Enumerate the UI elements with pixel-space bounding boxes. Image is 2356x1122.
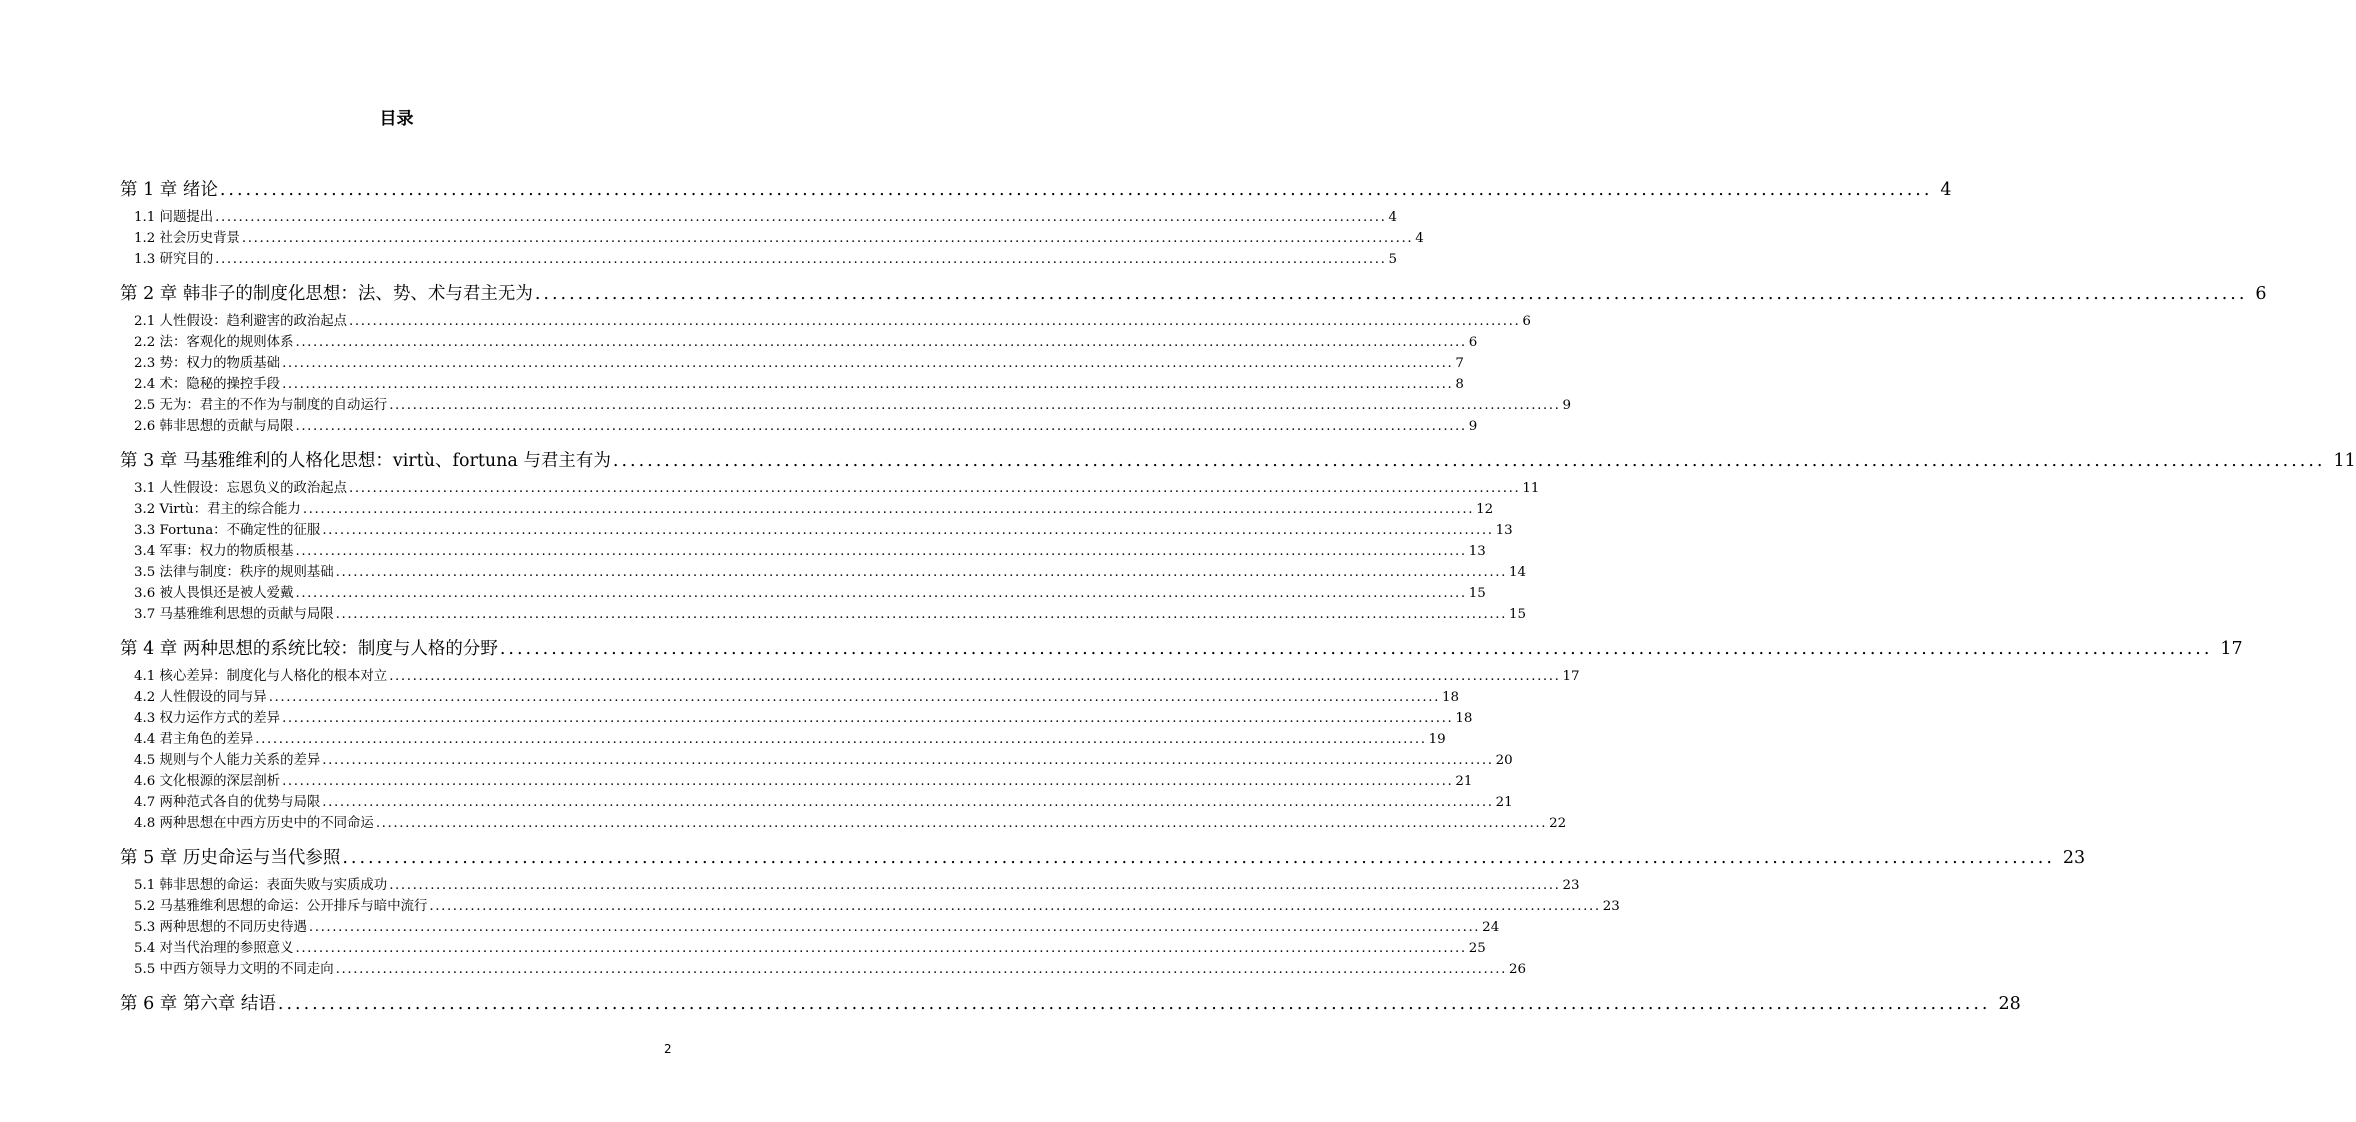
- toc-chapter-page: 28: [1998, 994, 2021, 1014]
- toc-section-label: 5.4 对当代治理的参照意义: [134, 941, 294, 956]
- toc-chapter[interactable]: [120, 451, 2356, 472]
- toc-chapter-label: 第 5 章 历史命运与当代参照: [120, 848, 341, 868]
- toc-section-label: 4.8 两种思想在中西方历史中的不同命运: [134, 816, 374, 831]
- toc-section-page: 6: [1468, 335, 1478, 350]
- dot-leader: [336, 604, 1507, 625]
- toc-section-label: 4.5 规则与个人能力关系的差异: [134, 753, 321, 768]
- toc-chapter-page: 11: [2333, 451, 2356, 471]
- toc-section[interactable]: [120, 917, 1500, 938]
- dot-leader: [282, 708, 1453, 729]
- toc-section-label: 4.2 人性假设的同与异: [134, 690, 267, 705]
- toc-section-label: 1.3 研究目的: [134, 252, 214, 267]
- toc-section-label: 2.2 法：客观化的规则体系: [134, 335, 294, 350]
- toc-section-label: 1.2 社会历史背景: [134, 231, 240, 246]
- toc-section-label: 5.5 中西方领导力文明的不同走向: [134, 962, 334, 977]
- dot-leader: [242, 228, 1413, 249]
- toc-section-page: 11: [1522, 481, 1540, 496]
- dot-leader: [309, 917, 1480, 938]
- toc-section[interactable]: [120, 583, 1486, 604]
- toc-section[interactable]: [120, 395, 1572, 416]
- toc-chapter[interactable]: [120, 284, 2267, 305]
- toc-section[interactable]: [120, 959, 1526, 980]
- toc-chapter[interactable]: [120, 180, 1952, 201]
- dot-leader: [613, 451, 2326, 472]
- toc-chapter[interactable]: [120, 639, 2243, 660]
- toc-chapter-page: 6: [2255, 284, 2267, 304]
- toc-section-page: 26: [1508, 962, 1526, 977]
- toc-section[interactable]: [120, 520, 1513, 541]
- dot-leader: [389, 395, 1560, 416]
- dot-leader: [215, 207, 1386, 228]
- toc-chapter-page: 17: [2220, 639, 2243, 659]
- toc-chapter-page: 23: [2062, 848, 2086, 868]
- toc-chapter-label: 第 4 章 两种思想的系统比较：制度与人格的分野: [120, 639, 498, 659]
- toc-section-label: 3.6 被人畏惧还是被人爱戴: [134, 586, 294, 601]
- toc-section-page: 13: [1495, 523, 1513, 538]
- toc-section[interactable]: [120, 332, 1478, 353]
- toc-section-label: 3.1 人性假设：忘恩负义的政治起点: [134, 481, 348, 496]
- dot-leader: [322, 520, 1493, 541]
- toc-section[interactable]: [120, 562, 1526, 583]
- toc-section-label: 4.4 君主角色的差异: [134, 732, 254, 747]
- toc-section-page: 15: [1468, 586, 1486, 601]
- toc-section[interactable]: [120, 687, 1460, 708]
- dot-leader: [269, 687, 1440, 708]
- toc-section-label: 4.6 文化根源的深层剖析: [134, 774, 281, 789]
- dot-leader: [389, 875, 1560, 896]
- dot-leader: [342, 848, 2055, 869]
- dot-leader: [303, 499, 1474, 520]
- toc-section[interactable]: [120, 207, 1397, 228]
- toc-section[interactable]: [120, 604, 1526, 625]
- toc-section-page: 23: [1602, 899, 1620, 914]
- toc-section-label: 4.1 核心差异：制度化与人格化的根本对立: [134, 669, 388, 684]
- toc-section-page: 8: [1455, 377, 1464, 392]
- toc-section-label: 4.7 两种范式各自的优势与局限: [134, 795, 321, 810]
- toc-section[interactable]: [120, 541, 1486, 562]
- dot-leader: [376, 813, 1547, 834]
- toc-section-page: 25: [1468, 941, 1486, 956]
- toc-section[interactable]: [120, 896, 1620, 917]
- toc-section[interactable]: [120, 792, 1513, 813]
- dot-leader: [500, 639, 2213, 660]
- dot-leader: [282, 353, 1453, 374]
- toc-section[interactable]: [120, 813, 1567, 834]
- dot-leader: [336, 562, 1507, 583]
- toc-section-label: 3.4 军事：权力的物质根基: [134, 544, 294, 559]
- toc-section-label: 3.3 Fortuna：不确定性的征服: [134, 523, 321, 538]
- toc-section-page: 6: [1522, 314, 1531, 329]
- toc-section-page: 4: [1415, 231, 1424, 246]
- toc-section-label: 2.3 势：权力的物质基础: [134, 356, 281, 371]
- toc-section-page: 23: [1562, 878, 1580, 893]
- page-number: 2: [664, 1042, 672, 1056]
- dot-leader: [322, 750, 1493, 771]
- toc-chapter-page: 4: [1940, 180, 1952, 200]
- toc-section-page: 22: [1549, 816, 1567, 831]
- dot-leader: [278, 994, 1991, 1015]
- toc-section[interactable]: [120, 478, 1540, 499]
- toc-section-label: 3.5 法律与制度：秩序的规则基础: [134, 565, 334, 580]
- dot-leader: [336, 959, 1507, 980]
- toc-section[interactable]: [120, 666, 1580, 687]
- dot-leader: [295, 583, 1466, 604]
- toc-section-page: 15: [1508, 607, 1526, 622]
- toc-section[interactable]: [120, 875, 1580, 896]
- toc-chapter-label: 第 3 章 马基雅维利的人格化思想：virtù、fortuna 与君主有为: [120, 451, 611, 471]
- dot-leader: [295, 938, 1466, 959]
- toc-section-page: 21: [1495, 795, 1513, 810]
- toc-section-page: 9: [1562, 398, 1572, 413]
- toc-section-page: 20: [1495, 753, 1513, 768]
- toc-section-page: 17: [1562, 669, 1580, 684]
- toc-chapter-label: 第 1 章 绪论: [120, 180, 218, 200]
- dot-leader: [295, 541, 1466, 562]
- page-title: 目录: [379, 109, 414, 129]
- toc-section-page: 7: [1455, 356, 1464, 371]
- dot-leader: [282, 374, 1453, 395]
- toc-section-label: 3.7 马基雅维利思想的贡献与局限: [134, 607, 334, 622]
- toc-section-page: 18: [1455, 711, 1473, 726]
- toc-section-page: 18: [1442, 690, 1460, 705]
- dot-leader: [295, 416, 1466, 437]
- toc-section-page: 24: [1482, 920, 1500, 935]
- toc-section[interactable]: [120, 708, 1473, 729]
- toc-section-page: 14: [1508, 565, 1526, 580]
- toc-section[interactable]: [120, 416, 1478, 437]
- table-of-contents: [120, 166, 2356, 1015]
- dot-leader: [389, 666, 1560, 687]
- toc-section-label: 3.2 Virtù：君主的综合能力: [134, 502, 301, 517]
- toc-section[interactable]: [120, 729, 1446, 750]
- toc-section[interactable]: [120, 228, 1424, 249]
- toc-chapter-label: 第 6 章 第六章 结语: [120, 994, 276, 1014]
- toc-chapter-label: 第 2 章 韩非子的制度化思想：法、势、术与君主无为: [120, 284, 533, 304]
- toc-section-label: 2.6 韩非思想的贡献与局限: [134, 419, 294, 434]
- toc-section-page: 13: [1468, 544, 1486, 559]
- toc-section[interactable]: [120, 374, 1464, 395]
- toc-section-label: 5.2 马基雅维利思想的命运：公开排斥与暗中流行: [134, 899, 428, 914]
- toc-section-label: 5.3 两种思想的不同历史待遇: [134, 920, 307, 935]
- toc-section[interactable]: [120, 353, 1464, 374]
- toc-section-page: 21: [1455, 774, 1473, 789]
- toc-section[interactable]: [120, 771, 1473, 792]
- toc-section[interactable]: [120, 750, 1513, 771]
- toc-section-label: 1.1 问题提出: [134, 210, 214, 225]
- dot-leader: [349, 311, 1520, 332]
- dot-leader: [215, 249, 1386, 270]
- toc-section[interactable]: [120, 938, 1486, 959]
- dot-leader: [322, 792, 1493, 813]
- toc-section-label: 5.1 韩非思想的命运：表面失败与实质成功: [134, 878, 388, 893]
- dot-leader: [429, 896, 1600, 917]
- toc-section-label: 2.4 术：隐秘的操控手段: [134, 377, 281, 392]
- toc-section-label: 2.1 人性假设：趋利避害的政治起点: [134, 314, 348, 329]
- toc-section-page: 19: [1428, 732, 1446, 747]
- dot-leader: [295, 332, 1466, 353]
- toc-section[interactable]: [120, 249, 1397, 270]
- toc-section-page: 5: [1388, 252, 1397, 267]
- toc-chapter[interactable]: [120, 994, 2021, 1015]
- dot-leader: [282, 771, 1453, 792]
- dot-leader: [220, 180, 1933, 201]
- toc-section[interactable]: [120, 499, 1494, 520]
- toc-section-page: 4: [1388, 210, 1397, 225]
- dot-leader: [535, 284, 2248, 305]
- toc-section-page: 12: [1476, 502, 1494, 517]
- toc-chapter[interactable]: [120, 848, 2086, 869]
- dot-leader: [255, 729, 1426, 750]
- dot-leader: [349, 478, 1520, 499]
- toc-section-page: 9: [1468, 419, 1478, 434]
- toc-section-label: 2.5 无为：君主的不作为与制度的自动运行: [134, 398, 388, 413]
- toc-section[interactable]: [120, 311, 1531, 332]
- toc-section-label: 4.3 权力运作方式的差异: [134, 711, 281, 726]
